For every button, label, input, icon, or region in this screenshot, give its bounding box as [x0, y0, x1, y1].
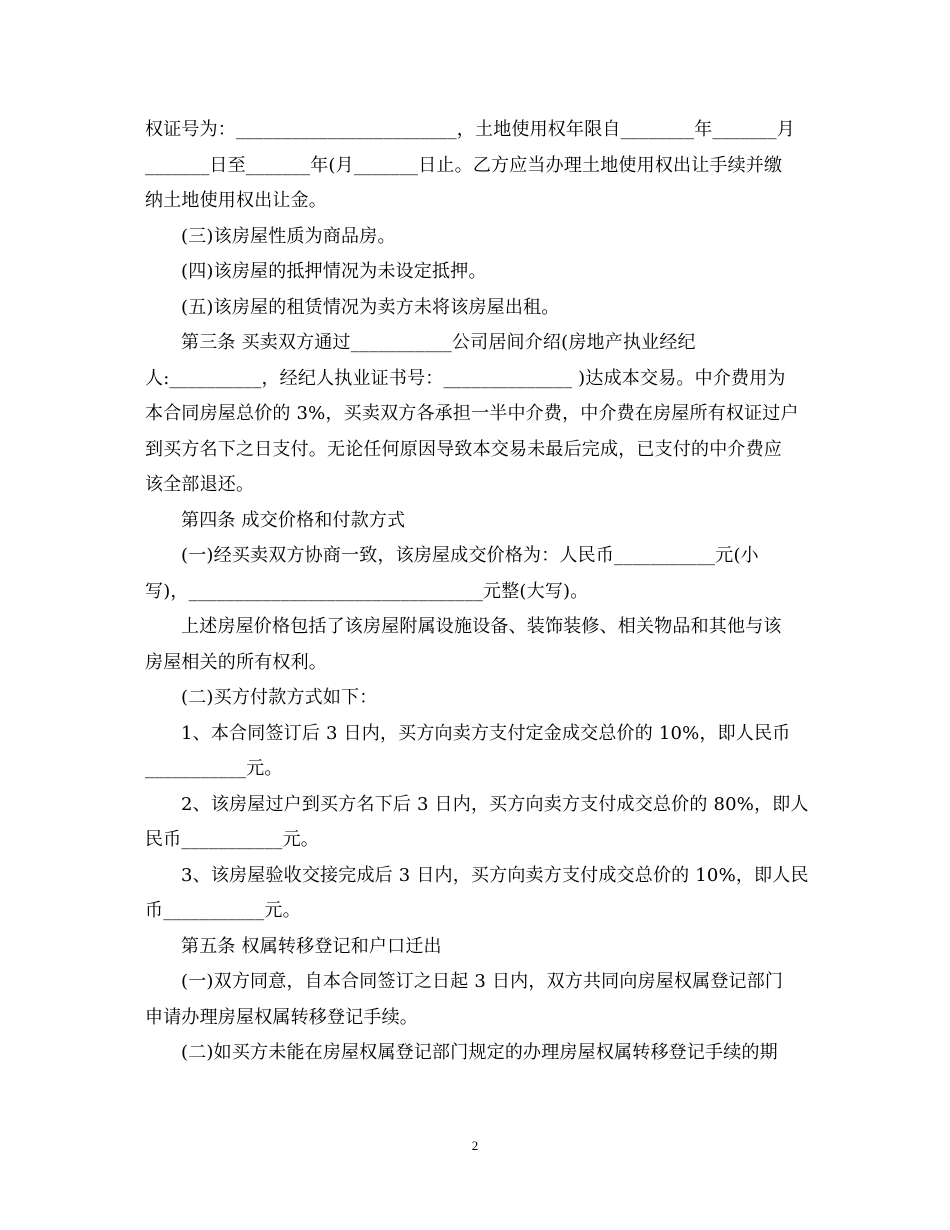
text-line: 币___________元。	[145, 900, 301, 921]
text-line: (一)双方同意，自本合同签订之日起 3 日内，双方共同向房屋权属登记部门	[181, 971, 784, 992]
paragraph	[145, 219, 805, 255]
text-line: 1、本合同签订后 3 日内，买方向卖方支付定金成交总价的 10%，即人民币	[181, 722, 791, 744]
text-line: 写)，________________________________元整(大写)。	[145, 580, 589, 602]
text-line: 申请办理房屋权属转移登记手续。	[145, 1006, 418, 1028]
text-line: 权证号为：________________________，土地使用权年限自________年_______月	[145, 119, 795, 140]
paragraph	[145, 538, 805, 609]
section-heading: 第五条 权属转移登记和户口迁出	[181, 935, 442, 957]
paragraph	[145, 716, 805, 787]
text-line: 2、该房屋过户到买方名下后 3 日内，买方向卖方支付成交总价的 80%，即人	[181, 793, 809, 815]
text-line: 上述房屋价格包括了该房屋附属设施设备、装饰装修、相关物品和其他与该	[181, 616, 782, 637]
text-line: 房屋相关的所有权利。	[145, 651, 327, 673]
paragraph	[145, 929, 805, 965]
paragraph	[145, 787, 809, 858]
text-line: 该全部退还。	[145, 474, 255, 495]
text-line: 民币___________元。	[145, 829, 319, 850]
text-line: (二)买方付款方式如下：	[181, 687, 378, 708]
page-number: 2	[471, 1138, 479, 1153]
text-line: 人:__________，经纪人执业证书号：______________ )达成本交易。中介费用为	[145, 367, 786, 389]
paragraph	[145, 1035, 805, 1071]
text-line: ___________元。	[145, 758, 283, 779]
paragraph	[145, 858, 809, 929]
text-line: 纳土地使用权出让金。	[145, 190, 327, 211]
text-line: (三)该房屋性质为商品房。	[181, 225, 396, 247]
paragraph	[145, 325, 805, 503]
text-line: (二)如买方未能在房屋权属登记部门规定的办理房屋权属转移登记手续的期	[181, 1042, 778, 1063]
text-line: (四)该房屋的抵押情况为未设定抵押。	[181, 261, 487, 282]
paragraph	[145, 609, 805, 680]
paragraph	[145, 112, 805, 219]
text-line: 3、该房屋验收交接完成后 3 日内，买方向卖方支付成交总价的 10%，即人民	[181, 864, 809, 886]
paragraph	[145, 503, 805, 539]
text-line: (五)该房屋的租赁情况为卖方未将该房屋出租。	[181, 296, 560, 318]
paragraph	[145, 680, 805, 716]
text-line: 第三条 买卖双方通过___________公司居间介绍(房地产执业经纪	[181, 332, 696, 353]
paragraph	[145, 964, 805, 1035]
document-page	[145, 112, 809, 1071]
text-line: 到买方名下之日支付。无论任何原因导致本交易未最后完成，已支付的中介费应	[145, 438, 782, 460]
text-line: _______日至_______年(月_______日止。乙方应当办理土地使用权出让手续并缴	[145, 154, 783, 176]
paragraph	[145, 290, 805, 326]
text-line: (一)经买卖双方协商一致，该房屋成交价格为：人民币___________元(小	[181, 545, 759, 566]
section-heading: 第四条 成交价格和付款方式	[181, 509, 406, 531]
text-line: 本合同房屋总价的 3%，买卖双方各承担一半中介费，中介费在房屋所有权证过户	[145, 403, 799, 424]
paragraph	[145, 254, 805, 290]
